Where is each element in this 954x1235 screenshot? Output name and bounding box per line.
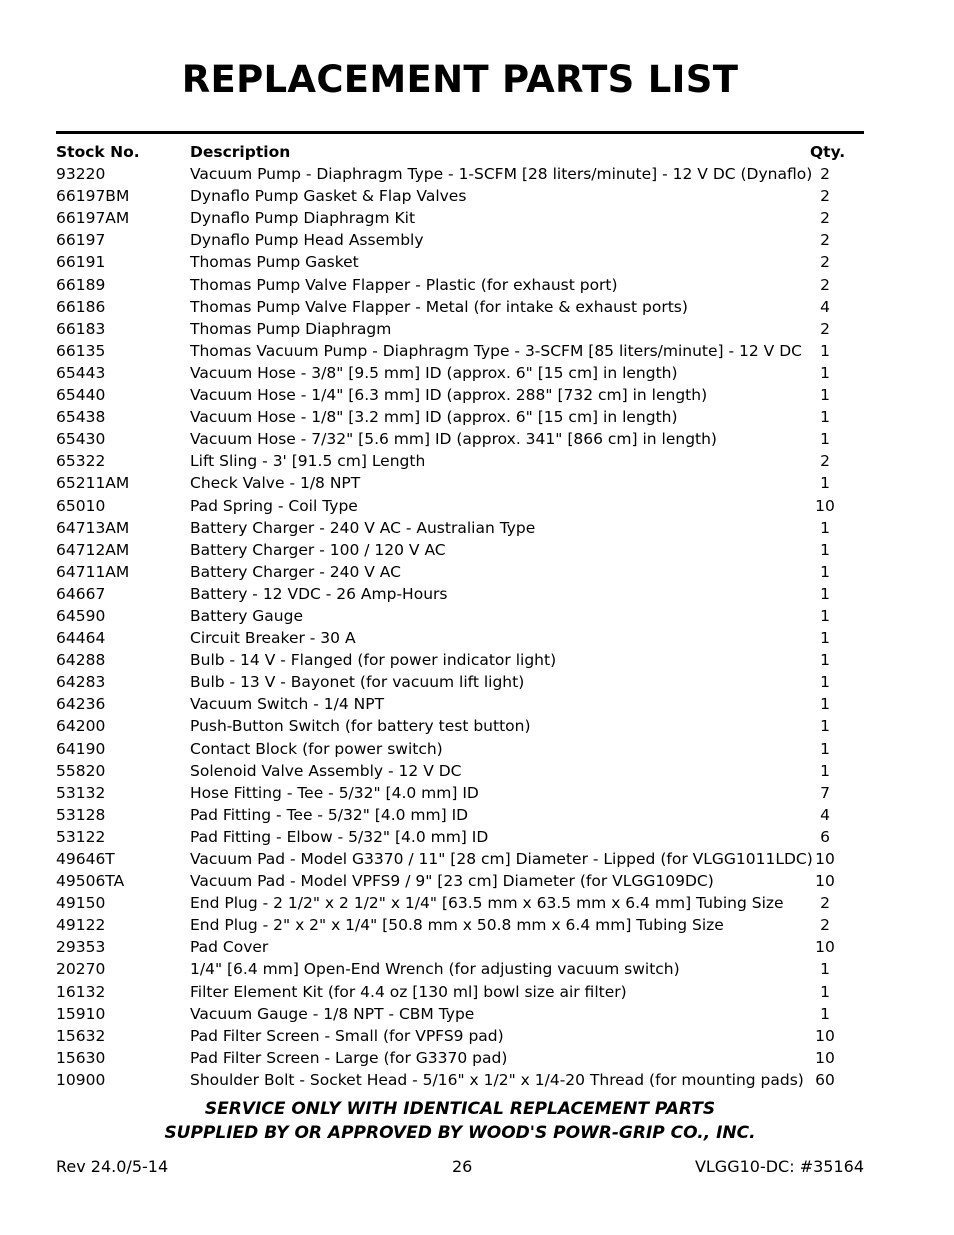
table-row bbox=[0, 495, 954, 517]
stock-number-cell: 16132 bbox=[56, 982, 106, 1001]
description-cell: Thomas Pump Diaphragm bbox=[190, 319, 392, 338]
table-row bbox=[0, 185, 954, 207]
qty-cell: 2 bbox=[820, 916, 830, 935]
table-row bbox=[0, 870, 954, 892]
stock-number-cell: 49506TA bbox=[56, 872, 125, 891]
qty-cell: 1 bbox=[820, 739, 830, 758]
table-row bbox=[0, 914, 954, 936]
stock-number-cell: 65010 bbox=[56, 496, 106, 515]
row-spacer bbox=[840, 384, 954, 406]
parts-table bbox=[0, 141, 954, 1091]
description-cell: Pad Filter Screen - Large (for G3370 pad) bbox=[190, 1048, 508, 1067]
table-row bbox=[0, 406, 954, 428]
stock-number-cell: 66191 bbox=[56, 253, 106, 272]
parts-table-body bbox=[0, 163, 954, 1091]
description-cell: Check Valve - 1/8 NPT bbox=[190, 474, 361, 493]
stock-number-cell: 66186 bbox=[56, 297, 106, 316]
table-row bbox=[0, 892, 954, 914]
description-cell: Vacuum Pad - Model G3370 / 11" [28 cm] Diameter - Lipped (for VLGG1011LDC) bbox=[190, 850, 813, 868]
row-spacer bbox=[840, 715, 954, 737]
qty-cell: 10 bbox=[815, 850, 835, 868]
row-spacer bbox=[840, 207, 954, 229]
row-spacer bbox=[840, 1069, 954, 1091]
qty-cell: 1 bbox=[820, 518, 830, 537]
table-row bbox=[0, 274, 954, 296]
description-cell: Circuit Breaker - 30 A bbox=[190, 629, 356, 648]
description-cell: Dynaflo Pump Diaphragm Kit bbox=[190, 209, 416, 228]
row-spacer bbox=[840, 782, 954, 804]
table-header-row bbox=[0, 141, 954, 163]
table-row bbox=[0, 804, 954, 826]
service-notice-line-2: SUPPLIED BY OR APPROVED BY WOOD'S POWR-GRIP CO., INC. bbox=[164, 1123, 756, 1143]
header-description: Description bbox=[190, 143, 291, 161]
description-cell: Shoulder Bolt - Socket Head - 5/16" x 1/2" x 1/4-20 Thread (for mounting pads) bbox=[190, 1070, 804, 1089]
row-spacer bbox=[840, 495, 954, 517]
row-spacer bbox=[840, 251, 954, 273]
description-cell: Thomas Pump Gasket bbox=[190, 253, 359, 272]
stock-number-cell: 66135 bbox=[56, 341, 106, 360]
description-cell: End Plug - 2" x 2" x 1/4" [50.8 mm x 50.8 mm x 6.4 mm] Tubing Size bbox=[190, 916, 724, 935]
description-cell: End Plug - 2 1/2" x 2 1/2" x 1/4" [63.5 mm x 63.5 mm x 6.4 mm] Tubing Size bbox=[190, 894, 784, 913]
table-row bbox=[0, 605, 954, 627]
service-notice-line-1: SERVICE ONLY WITH IDENTICAL REPLACEMENT PARTS bbox=[204, 1099, 716, 1119]
header-spacer bbox=[840, 141, 954, 163]
table-row bbox=[0, 539, 954, 561]
table-row bbox=[0, 340, 954, 362]
qty-cell: 1 bbox=[820, 540, 830, 559]
row-spacer bbox=[840, 914, 954, 936]
qty-cell: 10 bbox=[815, 1026, 835, 1045]
stock-number-cell: 66197BM bbox=[56, 187, 130, 206]
row-spacer bbox=[840, 627, 954, 649]
qty-cell: 2 bbox=[820, 319, 830, 338]
description-cell: Pad Spring - Coil Type bbox=[190, 496, 358, 515]
description-cell: Battery Charger - 240 V AC - Australian Type bbox=[190, 518, 536, 537]
stock-number-cell: 10900 bbox=[56, 1070, 106, 1089]
description-cell: Thomas Vacuum Pump - Diaphragm Type - 3-SCFM [85 liters/minute] - 12 V DC bbox=[190, 341, 802, 360]
stock-number-cell: 93220 bbox=[56, 165, 106, 184]
row-spacer bbox=[840, 958, 954, 980]
qty-cell: 2 bbox=[820, 894, 830, 913]
stock-number-cell: 64711AM bbox=[56, 562, 130, 581]
stock-number-cell: 65211AM bbox=[56, 474, 130, 493]
qty-cell: 1 bbox=[820, 386, 830, 405]
qty-cell: 2 bbox=[820, 275, 830, 294]
table-row bbox=[0, 583, 954, 605]
qty-cell: 10 bbox=[815, 1048, 835, 1067]
row-spacer bbox=[840, 406, 954, 428]
table-row bbox=[0, 760, 954, 782]
table-row bbox=[0, 715, 954, 737]
qty-cell: 4 bbox=[820, 297, 830, 316]
table-row bbox=[0, 362, 954, 384]
stock-number-cell: 64464 bbox=[56, 629, 106, 648]
description-cell: Battery Gauge bbox=[190, 606, 304, 625]
description-cell: Hose Fitting - Tee - 5/32" [4.0 mm] ID bbox=[190, 783, 479, 802]
row-spacer bbox=[840, 693, 954, 715]
row-spacer bbox=[840, 848, 954, 870]
stock-number-cell: 53122 bbox=[56, 827, 106, 846]
stock-number-cell: 66189 bbox=[56, 275, 106, 294]
table-row bbox=[0, 981, 954, 1003]
table-row bbox=[0, 738, 954, 760]
description-cell: Battery Charger - 100 / 120 V AC bbox=[190, 540, 446, 559]
title-divider bbox=[56, 131, 864, 134]
table-row bbox=[0, 1025, 954, 1047]
row-spacer bbox=[840, 296, 954, 318]
stock-number-cell: 29353 bbox=[56, 938, 106, 957]
description-cell: Pad Fitting - Tee - 5/32" [4.0 mm] ID bbox=[190, 805, 469, 824]
table-row bbox=[0, 936, 954, 958]
row-spacer bbox=[840, 1047, 954, 1069]
table-row bbox=[0, 958, 954, 980]
stock-number-cell: 64283 bbox=[56, 673, 106, 692]
table-row bbox=[0, 826, 954, 848]
row-spacer bbox=[840, 450, 954, 472]
stock-number-cell: 64667 bbox=[56, 584, 106, 603]
stock-number-cell: 49646T bbox=[56, 850, 115, 868]
table-row bbox=[0, 848, 954, 870]
qty-cell: 1 bbox=[820, 363, 830, 382]
description-cell: Bulb - 14 V - Flanged (for power indicator light) bbox=[190, 651, 557, 670]
stock-number-cell: 66197AM bbox=[56, 209, 130, 228]
qty-cell: 10 bbox=[815, 496, 835, 515]
qty-cell: 1 bbox=[820, 606, 830, 625]
stock-number-cell: 65438 bbox=[56, 408, 106, 427]
stock-number-cell: 49122 bbox=[56, 916, 106, 935]
qty-cell: 1 bbox=[820, 408, 830, 427]
stock-number-cell: 15630 bbox=[56, 1048, 106, 1067]
table-row bbox=[0, 428, 954, 450]
stock-number-cell: 64288 bbox=[56, 651, 106, 670]
qty-cell: 1 bbox=[820, 651, 830, 670]
qty-cell: 1 bbox=[820, 474, 830, 493]
description-cell: Vacuum Pump - Diaphragm Type - 1-SCFM [28 liters/minute] - 12 V DC (Dynaflo) bbox=[190, 165, 813, 184]
description-cell: Pad Filter Screen - Small (for VPFS9 pad) bbox=[190, 1026, 504, 1045]
table-row bbox=[0, 1003, 954, 1025]
stock-number-cell: 65322 bbox=[56, 452, 106, 471]
description-cell: Dynaflo Pump Head Assembly bbox=[190, 231, 424, 250]
description-cell: Solenoid Valve Assembly - 12 V DC bbox=[190, 761, 462, 780]
row-spacer bbox=[840, 870, 954, 892]
description-cell: Pad Cover bbox=[190, 938, 269, 957]
qty-cell: 1 bbox=[820, 982, 830, 1001]
stock-number-cell: 66183 bbox=[56, 319, 106, 338]
row-spacer bbox=[840, 229, 954, 251]
description-cell: Vacuum Switch - 1/4 NPT bbox=[190, 695, 385, 714]
row-spacer bbox=[840, 1025, 954, 1047]
description-cell: Contact Block (for power switch) bbox=[190, 739, 443, 758]
description-cell: Bulb - 13 V - Bayonet (for vacuum lift light) bbox=[190, 673, 525, 692]
table-row bbox=[0, 229, 954, 251]
row-spacer bbox=[840, 649, 954, 671]
qty-cell: 1 bbox=[820, 562, 830, 581]
table-row bbox=[0, 1069, 954, 1091]
qty-cell: 10 bbox=[815, 872, 835, 891]
qty-cell: 60 bbox=[815, 1070, 835, 1089]
stock-number-cell: 15910 bbox=[56, 1004, 106, 1023]
row-spacer bbox=[840, 340, 954, 362]
description-cell: Vacuum Hose - 1/8" [3.2 mm] ID (approx. 6" [15 cm] in length) bbox=[190, 408, 678, 427]
table-row bbox=[0, 251, 954, 273]
header-stock-no: Stock No. bbox=[56, 143, 140, 161]
qty-cell: 2 bbox=[820, 253, 830, 272]
row-spacer bbox=[840, 163, 954, 185]
qty-cell: 7 bbox=[820, 783, 830, 802]
description-cell: Battery - 12 VDC - 26 Amp-Hours bbox=[190, 584, 448, 603]
row-spacer bbox=[840, 561, 954, 583]
stock-number-cell: 66197 bbox=[56, 231, 106, 250]
qty-cell: 2 bbox=[820, 187, 830, 206]
qty-cell: 1 bbox=[820, 430, 830, 449]
row-spacer bbox=[840, 981, 954, 1003]
row-spacer bbox=[840, 428, 954, 450]
row-spacer bbox=[840, 539, 954, 561]
table-row bbox=[0, 649, 954, 671]
row-spacer bbox=[840, 804, 954, 826]
stock-number-cell: 64712AM bbox=[56, 540, 130, 559]
header-qty: Qty. bbox=[810, 143, 846, 161]
row-spacer bbox=[840, 1003, 954, 1025]
description-cell: Pad Fitting - Elbow - 5/32" [4.0 mm] ID bbox=[190, 827, 489, 846]
qty-cell: 1 bbox=[820, 695, 830, 714]
description-cell: Lift Sling - 3' [91.5 cm] Length bbox=[190, 452, 426, 471]
row-spacer bbox=[840, 472, 954, 494]
qty-cell: 2 bbox=[820, 231, 830, 250]
qty-cell: 1 bbox=[820, 717, 830, 736]
stock-number-cell: 64713AM bbox=[56, 518, 130, 537]
table-row bbox=[0, 1047, 954, 1069]
row-spacer bbox=[840, 671, 954, 693]
row-spacer bbox=[840, 362, 954, 384]
row-spacer bbox=[840, 185, 954, 207]
row-spacer bbox=[840, 936, 954, 958]
stock-number-cell: 65443 bbox=[56, 363, 106, 382]
description-cell: Dynaflo Pump Gasket & Flap Valves bbox=[190, 187, 467, 206]
table-row bbox=[0, 296, 954, 318]
stock-number-cell: 53132 bbox=[56, 783, 106, 802]
qty-cell: 10 bbox=[815, 938, 835, 957]
stock-number-cell: 55820 bbox=[56, 761, 106, 780]
table-row bbox=[0, 693, 954, 715]
description-cell: Vacuum Hose - 1/4" [6.3 mm] ID (approx. 288" [732 cm] in length) bbox=[190, 386, 708, 405]
page-title: REPLACEMENT PARTS LIST bbox=[181, 58, 739, 101]
row-spacer bbox=[840, 517, 954, 539]
qty-cell: 2 bbox=[820, 209, 830, 228]
stock-number-cell: 49150 bbox=[56, 894, 106, 913]
table-row bbox=[0, 318, 954, 340]
footer-document-id: VLGG10-DC: #35164 bbox=[694, 1157, 864, 1176]
description-cell: 1/4" [6.4 mm] Open-End Wrench (for adjusting vacuum switch) bbox=[190, 960, 680, 979]
table-row bbox=[0, 627, 954, 649]
row-spacer bbox=[840, 760, 954, 782]
stock-number-cell: 64236 bbox=[56, 695, 106, 714]
footer-page-number: 26 bbox=[452, 1157, 473, 1176]
qty-cell: 4 bbox=[820, 805, 830, 824]
qty-cell: 2 bbox=[820, 165, 830, 184]
row-spacer bbox=[840, 738, 954, 760]
description-cell: Vacuum Hose - 3/8" [9.5 mm] ID (approx. 6" [15 cm] in length) bbox=[190, 363, 678, 382]
stock-number-cell: 64190 bbox=[56, 739, 106, 758]
description-cell: Battery Charger - 240 V AC bbox=[190, 562, 401, 581]
table-row bbox=[0, 517, 954, 539]
table-row bbox=[0, 472, 954, 494]
table-row bbox=[0, 207, 954, 229]
qty-cell: 1 bbox=[820, 960, 830, 979]
stock-number-cell: 65430 bbox=[56, 430, 106, 449]
qty-cell: 1 bbox=[820, 341, 830, 360]
stock-number-cell: 15632 bbox=[56, 1026, 106, 1045]
stock-number-cell: 20270 bbox=[56, 960, 106, 979]
table-row bbox=[0, 450, 954, 472]
row-spacer bbox=[840, 318, 954, 340]
qty-cell: 1 bbox=[820, 629, 830, 648]
qty-cell: 1 bbox=[820, 584, 830, 603]
qty-cell: 1 bbox=[820, 1004, 830, 1023]
description-cell: Thomas Pump Valve Flapper - Plastic (for exhaust port) bbox=[190, 275, 618, 294]
description-cell: Vacuum Gauge - 1/8 NPT - CBM Type bbox=[190, 1004, 475, 1023]
stock-number-cell: 53128 bbox=[56, 805, 106, 824]
qty-cell: 1 bbox=[820, 761, 830, 780]
qty-cell: 6 bbox=[820, 827, 830, 846]
row-spacer bbox=[840, 605, 954, 627]
qty-cell: 2 bbox=[820, 452, 830, 471]
row-spacer bbox=[840, 583, 954, 605]
row-spacer bbox=[840, 826, 954, 848]
stock-number-cell: 65440 bbox=[56, 386, 106, 405]
table-row bbox=[0, 561, 954, 583]
stock-number-cell: 64200 bbox=[56, 717, 106, 736]
table-row bbox=[0, 163, 954, 185]
row-spacer bbox=[840, 892, 954, 914]
table-row bbox=[0, 782, 954, 804]
description-cell: Vacuum Hose - 7/32" [5.6 mm] ID (approx. 341" [866 cm] in length) bbox=[190, 430, 717, 449]
description-cell: Filter Element Kit (for 4.4 oz [130 ml] bowl size air filter) bbox=[190, 982, 627, 1001]
stock-number-cell: 64590 bbox=[56, 606, 106, 625]
footer-revision: Rev 24.0/5-14 bbox=[56, 1157, 169, 1176]
qty-cell: 1 bbox=[820, 673, 830, 692]
description-cell: Vacuum Pad - Model VPFS9 / 9" [23 cm] Diameter (for VLGG109DC) bbox=[190, 872, 714, 891]
row-spacer bbox=[840, 274, 954, 296]
table-row bbox=[0, 671, 954, 693]
description-cell: Push-Button Switch (for battery test button) bbox=[190, 717, 531, 736]
table-row bbox=[0, 384, 954, 406]
description-cell: Thomas Pump Valve Flapper - Metal (for intake & exhaust ports) bbox=[190, 297, 688, 316]
